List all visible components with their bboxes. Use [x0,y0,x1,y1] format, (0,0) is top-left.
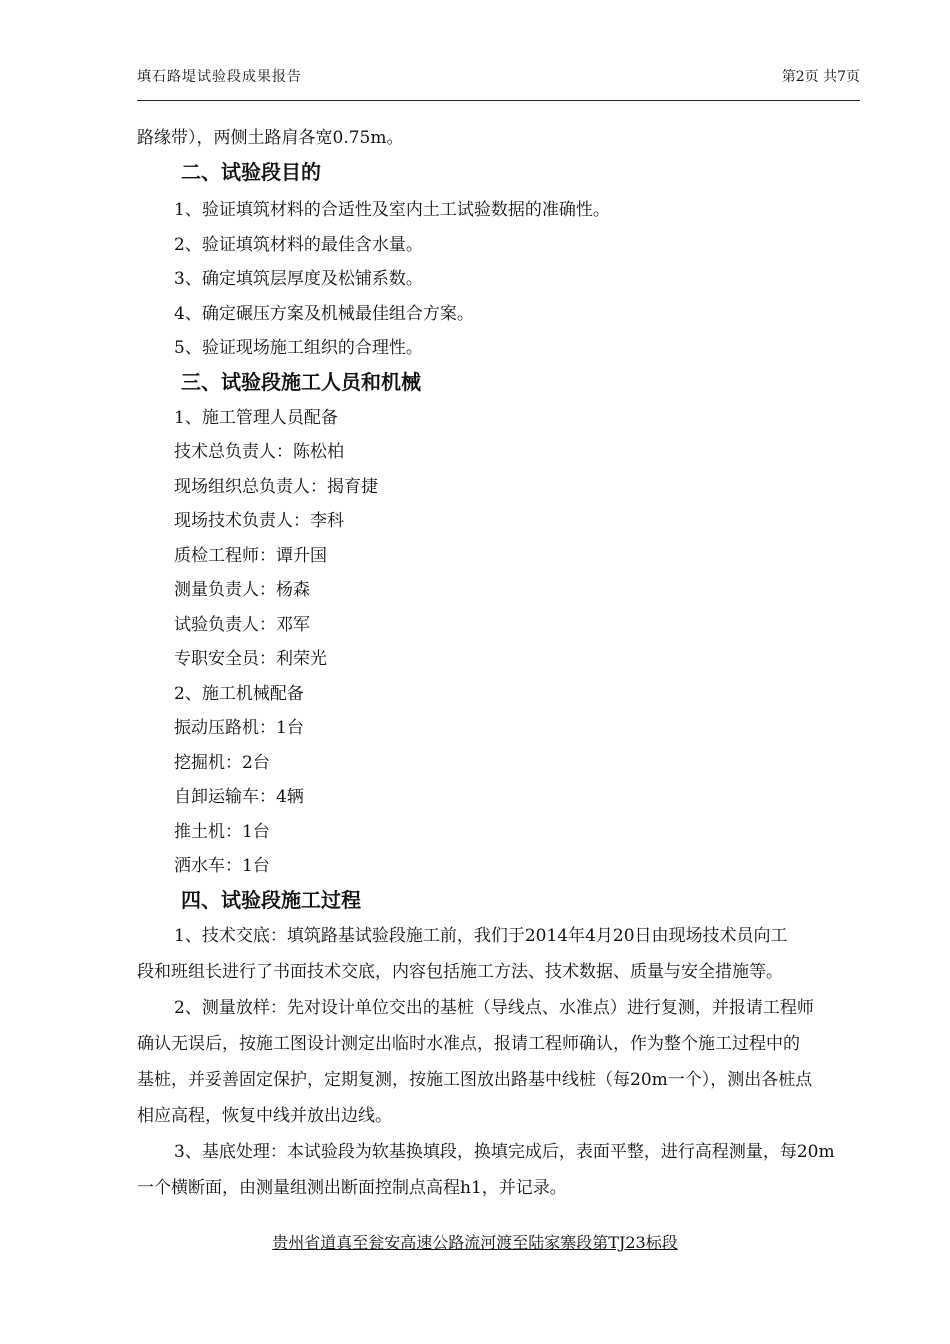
process-paragraph-line: 确认无误后，按施工图设计测定出临时水准点，报请工程师确认，作为整个施工过程中的 [137,1034,800,1054]
footer-text: 贵州省道真至瓮安高速公路流河渡至陆家寨段第TJ23标段 [272,1233,678,1252]
page-header [137,62,860,102]
process-paragraph-line: 3、基底处理：本试验段为软基换填段，换填完成后，表面平整，进行高程测量，每20m [174,1142,835,1162]
staff-item: 质检工程师：谭升国 [174,546,327,566]
section-heading-3: 三、试验段施工人员和机械 [181,370,421,394]
purpose-item-5: 5、验证现场施工组织的合理性。 [174,338,423,358]
machine-item: 振动压路机：1台 [174,718,304,738]
staff-item: 试验负责人：邓军 [174,615,310,635]
continued-text-line: 路缘带），两侧土路肩各宽0.75m。 [137,128,404,148]
purpose-item-2: 2、验证填筑材料的最佳含水量。 [174,235,423,255]
machine-item: 自卸运输车：4辆 [174,787,304,807]
subsection-staff: 1、施工管理人员配备 [174,408,338,428]
page-footer [0,1230,950,1253]
header-page-info: 第2页 共7页 [781,69,860,85]
purpose-item-4: 4、确定碾压方案及机械最佳组合方案。 [174,304,474,324]
section-heading-2: 二、试验段目的 [181,160,321,184]
staff-item: 技术总负责人：陈松柏 [174,442,344,462]
staff-item: 测量负责人：杨森 [174,580,310,600]
process-paragraph-line: 基桩，并妥善固定保护，定期复测，按施工图放出路基中线桩（每20m一个），测出各桩点 [137,1070,813,1090]
process-paragraph-line: 段和班组长进行了书面技术交底，内容包括施工方法、技术数据、质量与安全措施等。 [137,962,783,982]
subsection-machinery: 2、施工机械配备 [174,684,304,704]
process-paragraph-line: 一个横断面，由测量组测出断面控制点高程h1，并记录。 [137,1178,567,1198]
machine-item: 洒水车：1台 [174,856,270,876]
staff-item: 现场组织总负责人：揭育捷 [174,477,378,497]
purpose-item-3: 3、确定填筑层厚度及松铺系数。 [174,269,423,289]
process-paragraph-line: 相应高程，恢复中线并放出边线。 [137,1106,392,1126]
machine-item: 挖掘机：2台 [174,753,270,773]
section-heading-4: 四、试验段施工过程 [181,888,361,912]
staff-item: 专职安全员：利荣光 [174,649,327,669]
staff-item: 现场技术负责人：李科 [174,511,344,531]
machine-item: 推土机：1台 [174,822,270,842]
process-paragraph-line: 1、技术交底：填筑路基试验段施工前，我们于2014年4月20日由现场技术员向工 [174,926,788,946]
purpose-item-1: 1、验证填筑材料的合适性及室内土工试验数据的准确性。 [174,200,610,220]
header-title: 填石路堤试验段成果报告 [137,69,302,85]
process-paragraph-line: 2、测量放样：先对设计单位交出的基桩（导线点、水准点）进行复测，并报请工程师 [174,998,814,1018]
header-divider [137,100,860,101]
